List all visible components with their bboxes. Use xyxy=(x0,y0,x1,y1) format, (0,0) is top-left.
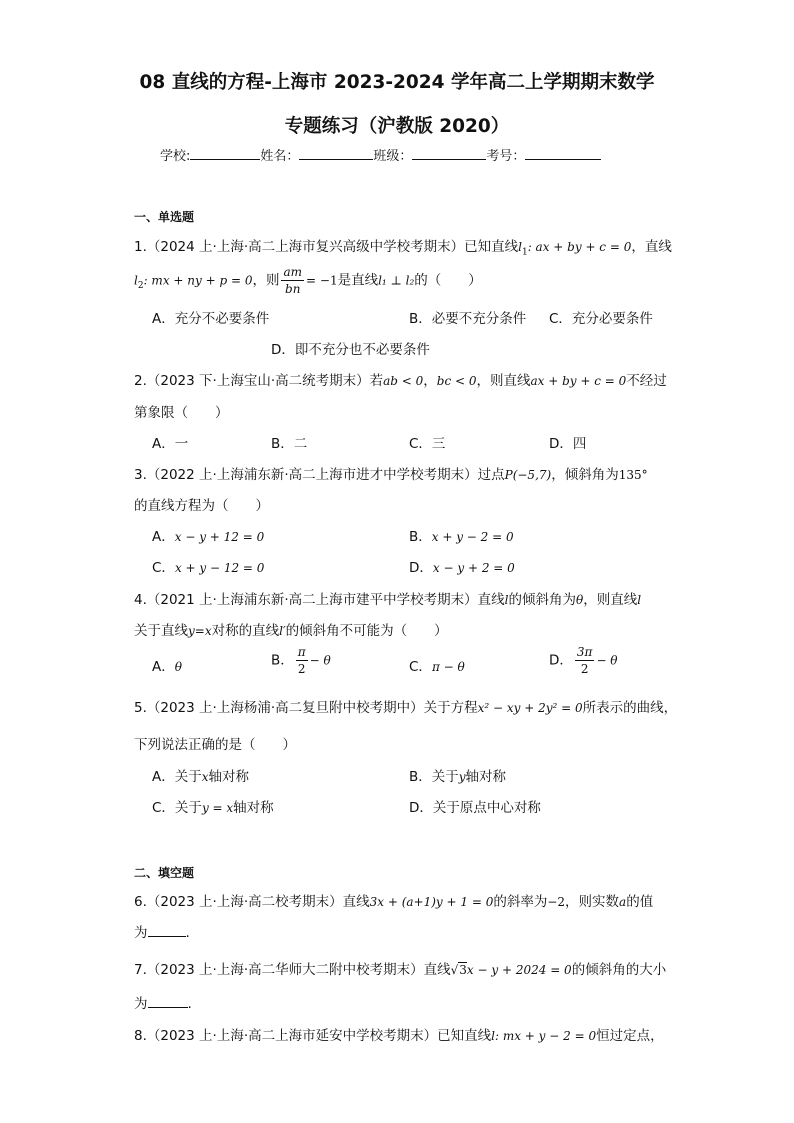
q2-eq: ax + by + c = 0 xyxy=(530,374,627,388)
q1-mid: ，直线 xyxy=(631,239,672,255)
q4-lprime: l′ xyxy=(279,624,286,638)
q5-a-var: x xyxy=(201,770,209,784)
q1-eq-minus1: = −1 xyxy=(306,273,338,288)
q2-cond2: bc < 0 xyxy=(436,374,477,388)
q3-c-label: C． xyxy=(152,560,175,576)
q4-c-label: C． xyxy=(409,659,432,675)
q1-option-d[interactable]: D．即不充分也不必要条件 xyxy=(271,342,430,358)
q4-line2b: 对称的直线 xyxy=(211,623,280,639)
q5-c-pre: C．关于 xyxy=(152,800,202,816)
question-8-line1 xyxy=(134,1024,664,1044)
q5-a-post: 轴对称 xyxy=(208,769,250,785)
name-blank xyxy=(299,147,373,160)
q2-comma: ， xyxy=(423,373,437,389)
q8-stem: 8.（2023 上·上海·高二上海市延安中学校考期末）已知直线 xyxy=(134,1028,492,1044)
q1-eq2: : mx + ny + p = 0 xyxy=(143,273,253,288)
page-title-line1: 08 直线的方程-上海市 2023-2024 学年高二上学期期末数学 xyxy=(139,72,655,93)
q2-stem: 2.（2023 下·上海宝山·高二统考期末）若 xyxy=(134,373,384,389)
q4-theta: θ xyxy=(575,593,584,607)
q3-option-b[interactable] xyxy=(409,525,514,545)
q1-option-a[interactable]: A．充分不必要条件 xyxy=(152,311,270,327)
q1-l2: l xyxy=(134,273,138,288)
question-3-line2: 的直线方程为（ ） xyxy=(134,498,269,514)
question-5-line1 xyxy=(134,696,677,716)
q4-b-den: 2 xyxy=(297,662,306,676)
q2-option-d[interactable]: D．四 xyxy=(549,436,587,452)
q4-d-fraction xyxy=(575,646,595,675)
q4-option-b[interactable] xyxy=(271,646,331,675)
q7-line2: 为 xyxy=(134,996,148,1012)
q4-b-label: B． xyxy=(271,652,294,669)
q3-c-eq: x + y − 12 = 0 xyxy=(174,561,265,575)
id-blank xyxy=(525,147,601,160)
q7-tail: 的倾斜角的大小 xyxy=(571,962,667,978)
q6-var-a: a xyxy=(619,895,627,909)
q5-c-var: y = x xyxy=(201,801,234,815)
school-blank xyxy=(190,147,260,160)
q3-option-a[interactable] xyxy=(152,525,264,545)
q5-a-pre: A．关于 xyxy=(152,769,202,785)
q4-option-a[interactable] xyxy=(152,655,182,675)
section-heading-single-choice: 一、单选题 xyxy=(134,210,195,224)
q3-a-label: A． xyxy=(152,529,175,545)
q8-eq: : mx + y − 2 = 0 xyxy=(494,1029,597,1043)
student-info-row xyxy=(160,145,601,164)
page-title-line2: 专题练习（沪教版 2020） xyxy=(284,116,510,137)
q3-option-d[interactable] xyxy=(409,556,515,576)
q1-option-c[interactable]: C．充分必要条件 xyxy=(549,311,653,327)
q4-mid: 的倾斜角为 xyxy=(508,592,576,608)
q1-l2-sub: 2 xyxy=(137,281,144,292)
q2-mid: ，则直线 xyxy=(476,373,531,389)
question-7-line1 xyxy=(134,958,666,978)
q8-tail: 恒过定点， xyxy=(596,1028,664,1044)
q2-cond1: ab < 0 xyxy=(383,374,424,388)
q2-option-a[interactable]: A．一 xyxy=(152,436,189,452)
q5-option-c[interactable] xyxy=(152,796,274,816)
question-3-line1 xyxy=(134,463,648,483)
q5-b-pre: B．关于 xyxy=(409,769,459,785)
q4-tail: ，则直线 xyxy=(583,592,638,608)
q5-b-var: y xyxy=(458,770,466,784)
q2-option-b[interactable]: B．二 xyxy=(271,436,308,452)
q1-tail: 的（ ） xyxy=(414,272,482,289)
q5-option-d[interactable]: D．关于原点中心对称 xyxy=(409,800,541,816)
q2-tail: 不经过 xyxy=(626,373,667,389)
question-4-line2 xyxy=(134,619,448,639)
q4-option-d[interactable] xyxy=(549,646,618,675)
q1-l1: l xyxy=(518,240,522,254)
q2-option-c[interactable]: C．三 xyxy=(409,436,446,452)
q1-stem: 1.（2024 上·上海·高二上海市复兴高级中学校考期末）已知直线 xyxy=(134,239,519,255)
question-1-line2 xyxy=(134,266,482,295)
q3-d-label: D． xyxy=(409,560,433,576)
q5-c-post: 轴对称 xyxy=(233,800,274,816)
q1-frac-den: bn xyxy=(285,282,301,296)
q3-b-eq: x + y − 2 = 0 xyxy=(431,530,514,544)
section-heading-fill-blank: 二、填空题 xyxy=(134,866,195,880)
q7-stem: 7.（2023 上·上海·高二华师大二附中校考期末）直线 xyxy=(134,962,451,978)
q5-option-b[interactable] xyxy=(409,765,506,785)
q3-stem: 3.（2022 上·上海浦东新·高二上海市进才中学校考期末）过点 xyxy=(134,467,505,483)
q4-a-val: θ xyxy=(174,660,182,674)
question-7-line2 xyxy=(134,992,192,1012)
q6-slope: −2 xyxy=(547,895,566,909)
q5-stem: 5.（2023 上·上海杨浦·高二复旦附中校考期中）关于方程 xyxy=(134,700,478,716)
q7-end: . xyxy=(187,996,192,1012)
q7-sqrt-arg: 3 xyxy=(459,963,467,977)
class-blank xyxy=(412,147,486,160)
q6-eq: 3x + (a+1)y + 1 = 0 xyxy=(369,895,494,909)
q3-angle: 135° xyxy=(618,468,648,482)
q6-mid: 的斜率为 xyxy=(493,894,548,910)
q4-l: l xyxy=(504,593,509,607)
question-2-line1 xyxy=(134,369,667,389)
question-1-line1 xyxy=(134,235,672,258)
question-6-line2 xyxy=(134,921,190,941)
q1-then: ，则 xyxy=(252,272,280,289)
q5-tail: 所表示的曲线， xyxy=(582,700,678,716)
q7-answer-blank[interactable] xyxy=(148,995,188,1008)
q4-d-label: D． xyxy=(549,652,573,669)
q3-mid: ，倾斜角为 xyxy=(551,467,619,483)
q4-d-num: 3π xyxy=(576,645,593,659)
q3-a-eq: x − y + 12 = 0 xyxy=(174,530,265,544)
q4-d-tail: − θ xyxy=(596,653,618,668)
q6-answer-blank[interactable] xyxy=(148,924,186,937)
q4-yx: y=x xyxy=(188,624,212,638)
q3-b-label: B． xyxy=(409,529,432,545)
q5-b-post: 轴对称 xyxy=(465,769,507,785)
q4-a-label: A． xyxy=(152,659,175,675)
q4-b-num: π xyxy=(297,645,306,659)
q3-option-c[interactable] xyxy=(152,556,264,576)
school-label: 学校: xyxy=(160,149,191,164)
q1-option-b[interactable]: B．必要不充分条件 xyxy=(409,311,527,327)
q4-line2a: 关于直线 xyxy=(134,623,188,639)
q1-is: 是直线 xyxy=(337,272,379,289)
q5-option-a[interactable] xyxy=(152,765,249,785)
class-label: 班级： xyxy=(373,149,413,164)
question-6-line1 xyxy=(134,890,653,910)
q5-eq: x² − xy + 2y² = 0 xyxy=(477,701,583,715)
q4-c-val: π − θ xyxy=(431,660,465,674)
question-2-line2: 第象限（ ） xyxy=(134,405,229,421)
q4-b-fraction xyxy=(296,646,308,675)
question-5-line2: 下列说法正确的是（ ） xyxy=(134,737,296,753)
q4-option-c[interactable] xyxy=(409,655,465,675)
id-label: 考号： xyxy=(486,149,526,164)
q6-stem: 6.（2023 上·上海·高二校考期末）直线 xyxy=(134,894,370,910)
q4-stem: 4.（2021 上·上海浦东新·高二上海市建平中学校考期末）直线 xyxy=(134,592,505,608)
q6-end: . xyxy=(185,925,190,941)
q1-eq1: : ax + by + c = 0 xyxy=(527,240,632,254)
q6-tail-b: 的值 xyxy=(626,894,654,910)
q1-perp: l₁ ⊥ l₂ xyxy=(378,273,415,288)
q1-l1-sub: 1 xyxy=(521,247,528,258)
q3-point: P(−5,7) xyxy=(504,468,552,482)
name-label: 姓名： xyxy=(260,149,300,164)
sqrt-icon: √ xyxy=(450,963,459,977)
q1-fraction xyxy=(281,266,304,295)
q4-d-den: 2 xyxy=(580,662,589,676)
q4-l-end: l xyxy=(637,593,642,607)
q3-d-eq: x − y + 2 = 0 xyxy=(432,561,515,575)
question-4-line1 xyxy=(134,588,641,608)
q1-frac-num: am xyxy=(283,265,303,279)
q8-l: l xyxy=(491,1029,495,1043)
q6-tail-a: ，则实数 xyxy=(565,894,620,910)
q7-eq: x − y + 2024 = 0 xyxy=(466,963,572,977)
q6-line2: 为 xyxy=(134,925,148,941)
q4-b-tail: − θ xyxy=(309,653,331,668)
q4-line2c: 的倾斜角不可能为（ ） xyxy=(285,623,448,639)
